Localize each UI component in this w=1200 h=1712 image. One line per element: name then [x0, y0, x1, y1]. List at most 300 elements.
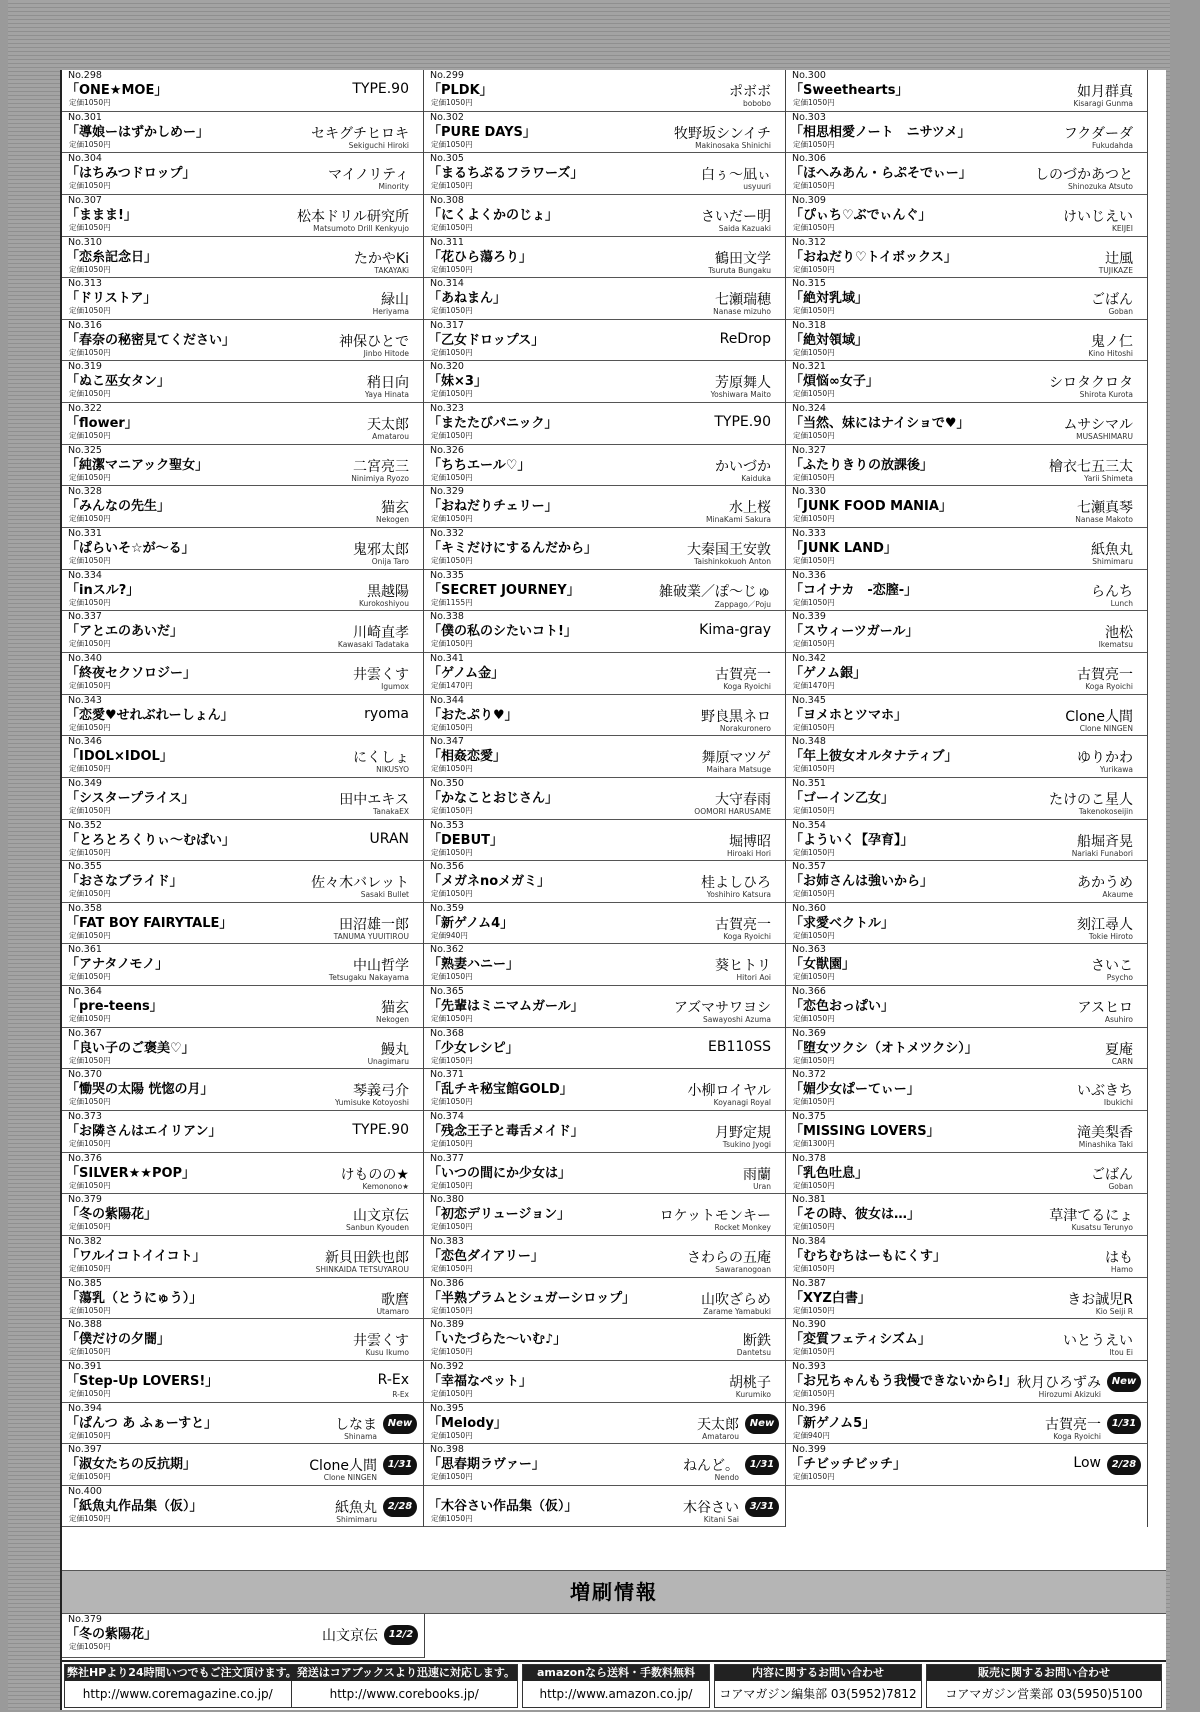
- entry-price: 定価1050円: [431, 722, 473, 732]
- catalog-entry: [424, 861, 785, 903]
- catalog-entry: [786, 820, 1147, 862]
- entry-title: 「ワルイコトイイコト」: [66, 1248, 206, 1264]
- catalog-entry: [786, 112, 1147, 154]
- entry-number: No.348: [792, 736, 826, 748]
- entry-author-romaji: Ninimiya Ryozo: [351, 473, 409, 483]
- entry-title: 「冬の紫陽花」: [66, 1627, 158, 1642]
- entry-author: さいこ: [1091, 958, 1133, 975]
- entry-author-romaji: Matsumoto Drill Kenkyujo: [313, 223, 409, 233]
- entry-number: No.334: [68, 569, 102, 581]
- entry-number: No.301: [68, 111, 102, 123]
- entry-price: 定価1050円: [793, 1097, 835, 1107]
- catalog-entry: [62, 361, 423, 403]
- entry-price: 定価1050円: [793, 514, 835, 524]
- entry-price: 定価1050円: [69, 1305, 111, 1315]
- entry-author: しのづかあつと: [1035, 167, 1133, 184]
- entry-author-romaji: Clone NINGEN: [323, 1473, 377, 1483]
- entry-title: 「木谷さい作品集（仮）」: [428, 1498, 578, 1514]
- entry-author: 七瀬瑞穂: [715, 292, 771, 309]
- entry-price: 定価1050円: [69, 1347, 111, 1357]
- entry-author: 夏庵: [1105, 1041, 1133, 1058]
- entry-author-romaji: TAKAYAKi: [374, 265, 409, 275]
- entry-price: 定価1050円: [793, 139, 835, 149]
- entry-price: 定価1050円: [431, 347, 473, 357]
- entry-author-romaji: Lunch: [1110, 598, 1133, 608]
- catalog-entry: [62, 1111, 423, 1153]
- entry-author: アズマサワヨシ: [673, 1000, 771, 1017]
- entry-title: 「ふたりきりの放課後」: [790, 457, 934, 473]
- entry-number: No.369: [792, 1027, 826, 1039]
- entry-number: No.352: [68, 819, 102, 831]
- entry-title: 「お隣さんはエイリアン」: [66, 1124, 222, 1140]
- entry-number: No.322: [68, 403, 102, 415]
- entry-title: 「おさなブライド」: [66, 874, 183, 890]
- entry-price: 定価1050円: [69, 347, 111, 357]
- entry-author: かいづか: [715, 458, 771, 475]
- entry-author-romaji: Kawasaki Tadataka: [337, 640, 409, 650]
- entry-author-romaji: Kio Seiji R: [1095, 1306, 1133, 1316]
- entry-author: 紙魚丸: [335, 1499, 377, 1516]
- entry-number: No.387: [792, 1277, 826, 1289]
- entry-number: No.377: [430, 1152, 464, 1164]
- entry-author-romaji: CARN: [1111, 1056, 1133, 1066]
- entry-price: 定価1050円: [69, 1222, 111, 1232]
- entry-author: 稍日向: [367, 375, 409, 392]
- catalog-entry: [786, 1153, 1147, 1195]
- catalog-entry: [424, 1278, 785, 1320]
- sales-contact-phone: コアマガジン営業部 03(5950)5100: [945, 1687, 1143, 1701]
- sales-contact-box: [926, 1664, 1162, 1708]
- entry-title: 「アとエのあいだ」: [66, 624, 184, 640]
- entry-author-romaji: Sekiguchi Hiroki: [348, 140, 409, 150]
- catalog-entry: [786, 903, 1147, 945]
- entry-author-romaji: Kisaragi Gunma: [1073, 99, 1133, 108]
- catalog-entry: [424, 695, 785, 737]
- catalog-entry: [786, 1069, 1147, 1111]
- entry-author: 辻風: [1105, 250, 1133, 267]
- entry-number: No.367: [68, 1027, 102, 1039]
- page-background: [8, 0, 1170, 1710]
- entry-price: 定価1050円: [431, 805, 473, 815]
- entry-title: 「またたびパニック」: [428, 416, 558, 432]
- entry-number: No.305: [430, 153, 464, 165]
- entry-author-romaji: MUSASHIMARU: [1076, 432, 1133, 442]
- entry-price: 定価1050円: [69, 889, 111, 899]
- entry-number: No.360: [792, 902, 826, 914]
- catalog-entry: [424, 986, 785, 1028]
- entry-author-romaji: Shimimaru: [1092, 557, 1133, 567]
- entry-title: 「僕の私のシたいコト!」: [428, 624, 577, 640]
- entry-author-romaji: TUJIKAZE: [1098, 265, 1133, 275]
- entry-author-romaji: Taishinkokuoh Anton: [694, 557, 771, 567]
- entry-number: No.338: [430, 611, 464, 623]
- catalog-entry: [786, 944, 1147, 986]
- entry-author: 歌麿: [381, 1291, 409, 1308]
- entry-price: 定価1050円: [793, 431, 835, 441]
- entry-price: 定価1050円: [431, 1014, 473, 1024]
- entry-number: No.306: [792, 153, 826, 165]
- entry-number: No.332: [430, 528, 464, 540]
- entry-author: 堀博昭: [729, 833, 771, 850]
- entry-author: さわらの五庵: [687, 1249, 771, 1266]
- entry-number: No.356: [430, 861, 464, 873]
- entry-price: 定価1050円: [69, 389, 111, 399]
- entry-author-romaji: Maihara Matsuge: [706, 765, 771, 775]
- entry-author: ねんど。: [683, 1458, 739, 1475]
- entry-title: 「純潔マニアック聖女」: [66, 457, 209, 473]
- entry-author: Low: [1073, 1455, 1101, 1472]
- entry-author: 山文京伝: [353, 1208, 409, 1225]
- entry-author-romaji: Sanbun Kyouden: [345, 1223, 409, 1233]
- catalog-entry: [424, 611, 785, 653]
- catalog-entry: [62, 1444, 423, 1486]
- catalog-entry: [786, 237, 1147, 279]
- entry-author-romaji: Nanase mizuho: [713, 307, 771, 317]
- entry-title: 「Melody」: [428, 1415, 507, 1431]
- entry-title: 「僕だけの夕闇」: [66, 1332, 171, 1348]
- entry-author-romaji: Akaume: [1102, 890, 1133, 900]
- entry-author-romaji: Koga Ryoichi: [1053, 1431, 1101, 1441]
- entry-price: 定価1050円: [431, 514, 473, 524]
- entry-author-romaji: Dantetsu: [736, 1348, 771, 1358]
- catalog-entry: [62, 611, 423, 653]
- entry-author: ごばん: [1091, 292, 1133, 309]
- catalog-entry: [424, 736, 785, 778]
- entry-author-romaji: Nekogen: [375, 515, 409, 525]
- entry-title: 「ゲノム金」: [428, 665, 505, 681]
- catalog-entry: [62, 695, 423, 737]
- entry-author-romaji: MinaKami Sakura: [706, 515, 771, 525]
- entry-author: Kima-gray: [699, 622, 771, 639]
- entry-number: No.395: [430, 1402, 464, 1414]
- entry-price: 定価1050円: [793, 805, 835, 815]
- entry-author-romaji: Nanase Makoto: [1075, 515, 1133, 525]
- entry-author: 池松: [1105, 625, 1133, 642]
- entry-number: No.329: [430, 486, 464, 498]
- entry-price: 定価1050円: [431, 1472, 473, 1482]
- entry-author-romaji: Tsukino Jyogi: [722, 1140, 771, 1150]
- catalog-column: [424, 70, 786, 1527]
- entry-number: No.303: [792, 111, 826, 123]
- entry-author: 雑破業／ぽ～じゅ: [659, 583, 771, 600]
- catalog-entry: [786, 320, 1147, 362]
- entry-author-romaji: Shimimaru: [336, 1514, 377, 1524]
- catalog-entry: [424, 1194, 785, 1236]
- entry-author: 山吹ざらめ: [701, 1291, 771, 1308]
- entry-author: 鬼邪太郎: [353, 542, 409, 559]
- entry-number: No.350: [430, 777, 464, 789]
- entry-number: No.368: [430, 1027, 464, 1039]
- entry-title: 「恋愛♥せれぶれーしょん」: [66, 707, 234, 723]
- entry-number: No.363: [792, 944, 826, 956]
- catalog-entry: [424, 903, 785, 945]
- entry-number: No.361: [68, 944, 102, 956]
- entry-price: 定価1050円: [431, 847, 473, 857]
- entry-price: 定価1050円: [793, 764, 835, 774]
- entry-number: No.343: [68, 694, 102, 706]
- entry-number: No.325: [68, 444, 102, 456]
- entry-author: Clone人間: [1065, 708, 1133, 725]
- entry-price: 定価1050円: [69, 639, 111, 649]
- entry-number: No.375: [792, 1111, 826, 1123]
- entry-title: 「inスル?」: [66, 582, 140, 598]
- entry-price: 定価1050円: [793, 1263, 835, 1273]
- entry-author: 天太郎: [367, 417, 409, 434]
- entry-title: 「堕女ツクシ（オトメツクシ）」: [790, 1040, 978, 1056]
- catalog-entry: [786, 1028, 1147, 1070]
- coremagazine-link[interactable]: http://www.coremagazine.co.jp/: [65, 1681, 292, 1707]
- entry-number: No.389: [430, 1319, 464, 1331]
- catalog-entry: [424, 361, 785, 403]
- entry-price: 定価1050円: [793, 722, 835, 732]
- catalog-entry: [424, 403, 785, 445]
- entry-price: 定価1155円: [431, 597, 473, 607]
- entry-title: 「DEBUT」: [428, 832, 504, 848]
- entry-author: 山文京伝: [322, 1628, 378, 1644]
- entry-title: 「pre-teens」: [66, 999, 163, 1015]
- entry-price: 定価1050円: [69, 472, 111, 482]
- entry-author: 野良黒ネロ: [701, 708, 771, 725]
- catalog-entry: [62, 486, 423, 528]
- entry-author: 紙魚丸: [1091, 542, 1133, 559]
- entry-title: 「とろとろくりぃ～むぱい」: [66, 832, 236, 848]
- entry-author-romaji: Amatarou: [702, 1431, 739, 1441]
- entry-number: No.319: [68, 361, 102, 373]
- catalog-entry: [786, 861, 1147, 903]
- new-badge: New: [745, 1414, 779, 1434]
- entry-author: 猫玄: [381, 1000, 409, 1017]
- release-date-badge: 2/28: [1107, 1455, 1141, 1475]
- catalog-entry: [424, 445, 785, 487]
- catalog-entry: [424, 195, 785, 237]
- entry-title: 「flower」: [66, 416, 138, 432]
- entry-author-romaji: Unagimaru: [367, 1056, 409, 1066]
- release-date-badge: 2/28: [383, 1497, 417, 1517]
- entry-author: 鬼ノ仁: [1091, 333, 1133, 350]
- reprint-list: [62, 1614, 425, 1658]
- entry-author: ごばん: [1091, 1166, 1133, 1183]
- entry-author: シロタクロタ: [1049, 375, 1133, 392]
- entry-price: 定価1050円: [793, 347, 835, 357]
- entry-price: 定価1050円: [69, 1642, 111, 1651]
- entry-number: No.379: [68, 1194, 102, 1206]
- entry-title: 「女獣園」: [790, 957, 856, 973]
- entry-title: 「恋糸記念日」: [66, 249, 158, 265]
- entry-price: 定価1050円: [69, 1513, 111, 1523]
- entry-author: らんち: [1091, 583, 1133, 600]
- entry-price: 定価1470円: [431, 680, 473, 690]
- entry-price: 定価1050円: [431, 1347, 473, 1357]
- catalog-entry: [62, 320, 423, 362]
- catalog-entry: [62, 1319, 423, 1361]
- entry-title: 「MISSING LOVERS」: [790, 1124, 940, 1140]
- entry-price: 定価1050円: [431, 1222, 473, 1232]
- entry-number: No.317: [430, 319, 464, 331]
- entry-price: 定価1050円: [431, 1139, 473, 1149]
- entry-number: No.336: [792, 569, 826, 581]
- catalog-entry: [786, 528, 1147, 570]
- catalog-entry: [786, 1444, 1147, 1486]
- entry-author: にくしょ: [353, 750, 409, 767]
- entry-author-romaji: Sasaki Bullet: [360, 890, 409, 900]
- entry-number: No.323: [430, 403, 464, 415]
- entry-number: No.366: [792, 986, 826, 998]
- entry-author-romaji: Kusatsu Terunyo: [1071, 1223, 1133, 1233]
- entry-author: 川崎直孝: [353, 625, 409, 642]
- entry-number: No.383: [430, 1235, 464, 1247]
- entry-number: No.346: [68, 736, 102, 748]
- entry-title: 「少女レシピ」: [428, 1040, 519, 1056]
- entry-author-romaji: Hitori Aoi: [736, 973, 771, 983]
- entry-price: 定価1050円: [69, 680, 111, 690]
- editorial-contact-phone: コアマガジン編集部 03(5952)7812: [719, 1687, 917, 1701]
- amazon-link[interactable]: http://www.amazon.co.jp/: [539, 1687, 693, 1701]
- entry-price: 定価1050円: [431, 556, 473, 566]
- entry-author: 秋月ひろずみ: [1017, 1374, 1101, 1391]
- entry-title: 「求愛ベクトル」: [790, 915, 895, 931]
- entry-price: 定価1050円: [431, 1430, 473, 1440]
- entry-author-romaji: Itou Ei: [1109, 1348, 1133, 1358]
- catalog-entry: [62, 1403, 423, 1445]
- entry-author: けいじえい: [1063, 208, 1133, 225]
- entry-title: 「みんなの先生」: [66, 499, 171, 515]
- entry-price: 定価1050円: [69, 847, 111, 857]
- catalog-entry: [424, 1361, 785, 1403]
- entry-author-romaji: usyuuri: [743, 182, 771, 192]
- catalog-entry: [786, 1278, 1147, 1320]
- entry-price: 定価1050円: [431, 889, 473, 899]
- catalog-entry: [62, 278, 423, 320]
- entry-number: No.359: [430, 902, 464, 914]
- entry-number: No.371: [430, 1069, 464, 1081]
- entry-number: No.394: [68, 1402, 102, 1414]
- catalog-entry: [62, 70, 423, 112]
- entry-number: No.315: [792, 278, 826, 290]
- entry-price: 定価1050円: [793, 222, 835, 232]
- catalog-entry: [786, 1111, 1147, 1153]
- entry-author: 船堀斉晃: [1077, 833, 1133, 850]
- entry-price: 定価1050円: [69, 764, 111, 774]
- entry-author: ReDrop: [719, 330, 771, 347]
- entry-price: 定価1050円: [793, 930, 835, 940]
- catalog-entry: [786, 1361, 1147, 1403]
- entry-author: 白ぅ～凪ぃ: [701, 167, 771, 184]
- entry-title: 「SILVER★★POP」: [66, 1165, 196, 1181]
- entry-title: 「IDOL×IDOL」: [66, 749, 173, 765]
- entry-author-romaji: Kaiduka: [741, 473, 771, 483]
- entry-author-romaji: Nendo: [714, 1473, 739, 1483]
- catalog-entry: [786, 278, 1147, 320]
- catalog-entry: [786, 653, 1147, 695]
- entry-price: 定価1050円: [793, 306, 835, 316]
- entry-author: 断鉄: [743, 1333, 771, 1350]
- entry-author: 新貝田鉄也郎: [325, 1249, 409, 1266]
- entry-price: 定価1050円: [431, 1263, 473, 1273]
- entry-title: 「冬の紫陽花」: [66, 1207, 158, 1223]
- entry-price: 定価1050円: [69, 1139, 111, 1149]
- reprint-entry: [62, 1614, 424, 1658]
- catalog-entry: [424, 1028, 785, 1070]
- entry-author-romaji: TanakaEX: [373, 806, 409, 816]
- entry-title: 「アナタノモノ」: [66, 957, 169, 973]
- entry-author-romaji: Minority: [378, 182, 409, 192]
- entry-price: 定価940円: [431, 930, 468, 940]
- entry-price: 定価1050円: [793, 1222, 835, 1232]
- entry-number: No.307: [68, 194, 102, 206]
- entry-title: 「春奈の秘密見てください」: [66, 332, 236, 348]
- entry-author: Clone人間: [309, 1458, 377, 1475]
- release-date-badge: 1/31: [745, 1455, 779, 1475]
- entry-author: ロケットモンキー: [659, 1208, 771, 1225]
- entry-author: 檜衣七五三太: [1049, 458, 1133, 475]
- entry-price: 定価1050円: [431, 431, 473, 441]
- entry-author: セキグチヒロキ: [311, 125, 409, 142]
- entry-author: 井雲くす: [353, 666, 409, 683]
- entry-price: 定価1050円: [69, 1263, 111, 1273]
- entry-author-romaji: Kurokoshiyou: [359, 598, 409, 608]
- entry-author-romaji: Goban: [1108, 307, 1133, 317]
- entry-author-romaji: Rocket Monkey: [714, 1223, 771, 1233]
- catalog-entry: [424, 1444, 785, 1486]
- entry-author: EB110SS: [708, 1038, 771, 1055]
- entry-title: 「FAT BOY FAIRYTALE」: [66, 915, 233, 931]
- catalog-entry: [786, 611, 1147, 653]
- entry-title: 「Step-Up LOVERS!」: [66, 1373, 219, 1389]
- entry-author: 田沼雄一郎: [339, 916, 409, 933]
- entry-title: 「おたぷり♥」: [428, 707, 518, 723]
- entry-number: No.328: [68, 486, 102, 498]
- entry-title: 「初恋デリュージョン」: [428, 1207, 571, 1223]
- catalog-entry: [62, 820, 423, 862]
- corebooks-link[interactable]: http://www.corebooks.jp/: [329, 1687, 479, 1701]
- entry-author-romaji: SHINKAIDA TETSUYAROU: [315, 1264, 409, 1274]
- entry-title: 「ほへみあん・らぷそでぃー」: [790, 166, 972, 182]
- entry-author-romaji: Hiroaki Hori: [726, 848, 771, 858]
- entry-title: 「蕩乳（とうにゅう）」: [66, 1290, 203, 1306]
- entry-author-romaji: Nekogen: [375, 1015, 409, 1025]
- entry-number: No.380: [430, 1194, 464, 1206]
- entry-number: No.341: [430, 652, 464, 664]
- catalog-entry: [786, 570, 1147, 612]
- entry-author: 牧野坂シンイチ: [674, 125, 771, 142]
- catalog-entry: [786, 1194, 1147, 1236]
- entry-price: 定価1050円: [793, 847, 835, 857]
- catalog-entry: [424, 1319, 785, 1361]
- catalog-entry: [62, 1194, 423, 1236]
- entry-price: 定価1050円: [793, 1305, 835, 1315]
- entry-author: 琴義弓介: [353, 1083, 409, 1100]
- entry-author: 古賀亮一: [1045, 1416, 1101, 1433]
- entry-title: 「ヨメホとツマホ」: [790, 707, 908, 723]
- entry-number: No.349: [68, 777, 102, 789]
- entry-number: No.378: [792, 1152, 826, 1164]
- catalog-entry: [786, 1403, 1147, 1445]
- entry-author-romaji: Zappago／Poju: [714, 599, 771, 609]
- catalog-entry: [62, 944, 423, 986]
- entry-title: 「SECRET JOURNEY」: [428, 582, 580, 598]
- entry-title: 「Sweethearts」: [790, 83, 909, 98]
- entry-title: 「むちむちはーもにくす」: [790, 1248, 947, 1264]
- catalog-column: [62, 70, 424, 1527]
- entry-price: 定価1050円: [69, 431, 111, 441]
- entry-number: No.339: [792, 611, 826, 623]
- entry-price: 定価1050円: [793, 181, 835, 191]
- entry-title: 「媚少女ぱーてぃー」: [790, 1082, 920, 1098]
- entry-author-romaji: Saida Kazuaki: [718, 223, 771, 233]
- entry-author: TYPE.90: [352, 1122, 409, 1139]
- entry-number: No.304: [68, 153, 102, 165]
- entry-number: No.386: [430, 1277, 464, 1289]
